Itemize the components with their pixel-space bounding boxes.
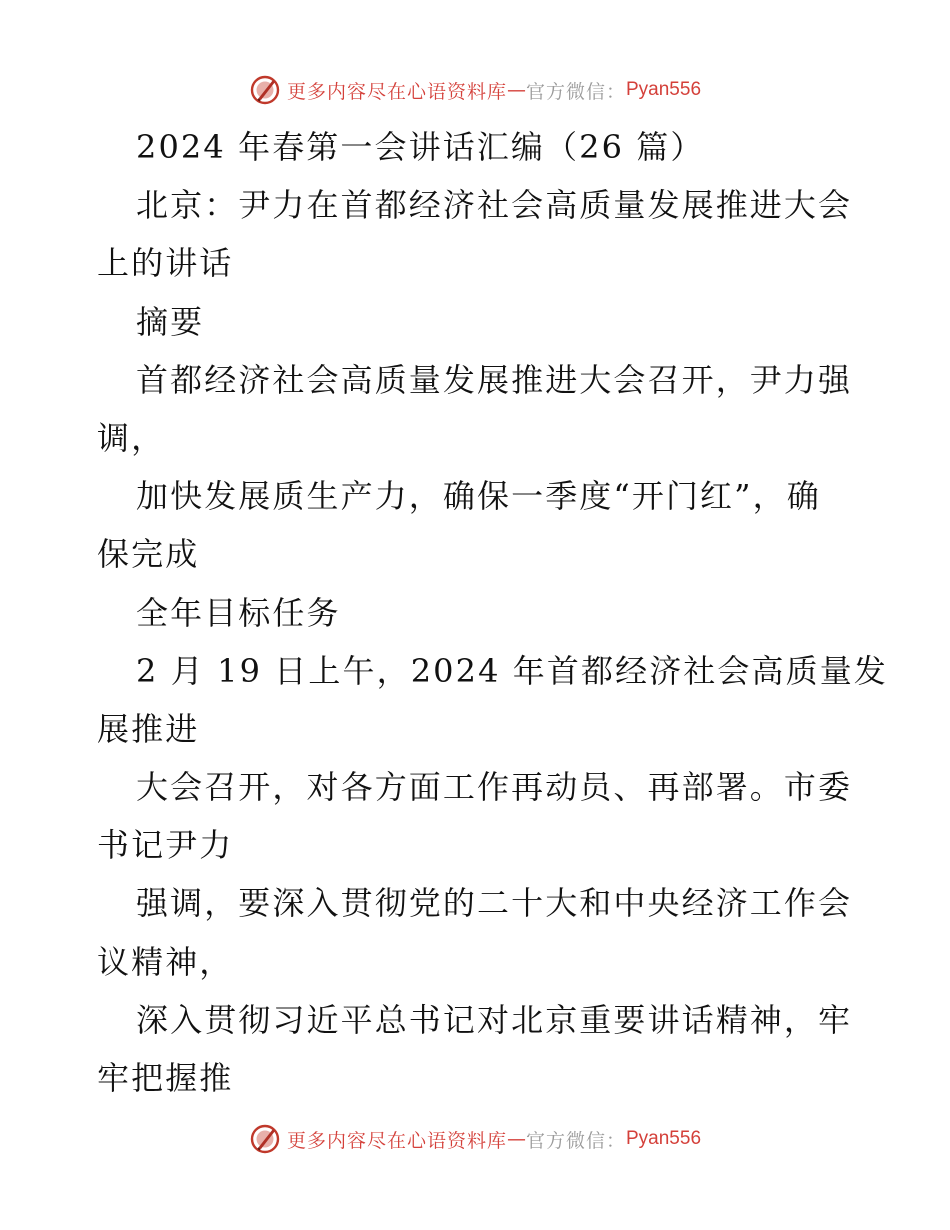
paragraph-continuation-line: 上的讲话 <box>97 244 234 283</box>
quill-seal-icon <box>249 74 281 106</box>
paragraph-line: 全年目标任务 <box>136 593 341 632</box>
paragraph-line: 首都经济社会高质量发展推进大会召开，尹力强 <box>136 360 853 399</box>
paragraph-line: 2 月 19 日上午，2024 年首都经济社会高质量发 <box>136 651 888 690</box>
paragraph-line: 强调，要深入贯彻党的二十大和中央经济工作会 <box>136 884 853 923</box>
watermark-wechat-id: Pyan556 <box>626 79 702 100</box>
paragraph-continuation-line: 议精神， <box>97 942 234 981</box>
paragraph-continuation-line: 展推进 <box>97 709 200 748</box>
paragraph-line: 摘要 <box>136 302 205 341</box>
paragraph-continuation-line: 调， <box>97 418 166 457</box>
document-body <box>0 118 950 1107</box>
paragraph-line: 大会召开，对各方面工作再动员、再部署。市委 <box>136 768 853 807</box>
paragraph-line: 加快发展质生产力，确保一季度“开门红”，确 <box>136 477 821 516</box>
paragraph-continuation-line: 书记尹力 <box>97 826 234 865</box>
paragraph-line: 北京：尹力在首都经济社会高质量发展推进大会 <box>136 186 853 225</box>
quill-seal-icon <box>249 1123 281 1155</box>
watermark-wechat-label: 官方微信： <box>525 1129 626 1152</box>
watermark-wechat-id: Pyan556 <box>626 1128 702 1149</box>
paragraph-line: 深入贯彻习近平总书记对北京重要讲话精神，牢 <box>136 1000 853 1039</box>
footer-watermark <box>0 1119 950 1159</box>
paragraph-continuation-line: 保完成 <box>97 535 200 574</box>
watermark-brand-text: 更多内容尽在心语资料库 <box>286 1129 507 1152</box>
paragraph-line: 2024 年春第一会讲话汇编（26 篇） <box>136 128 705 166</box>
watermark-brand-text: 更多内容尽在心语资料库 <box>286 80 507 103</box>
watermark-wechat-label: 官方微信： <box>525 80 626 103</box>
watermark-separator: — <box>506 1128 526 1150</box>
paragraph-continuation-line: 牢把握推 <box>97 1059 234 1097</box>
header-watermark <box>0 70 950 110</box>
watermark-separator: — <box>506 79 526 101</box>
